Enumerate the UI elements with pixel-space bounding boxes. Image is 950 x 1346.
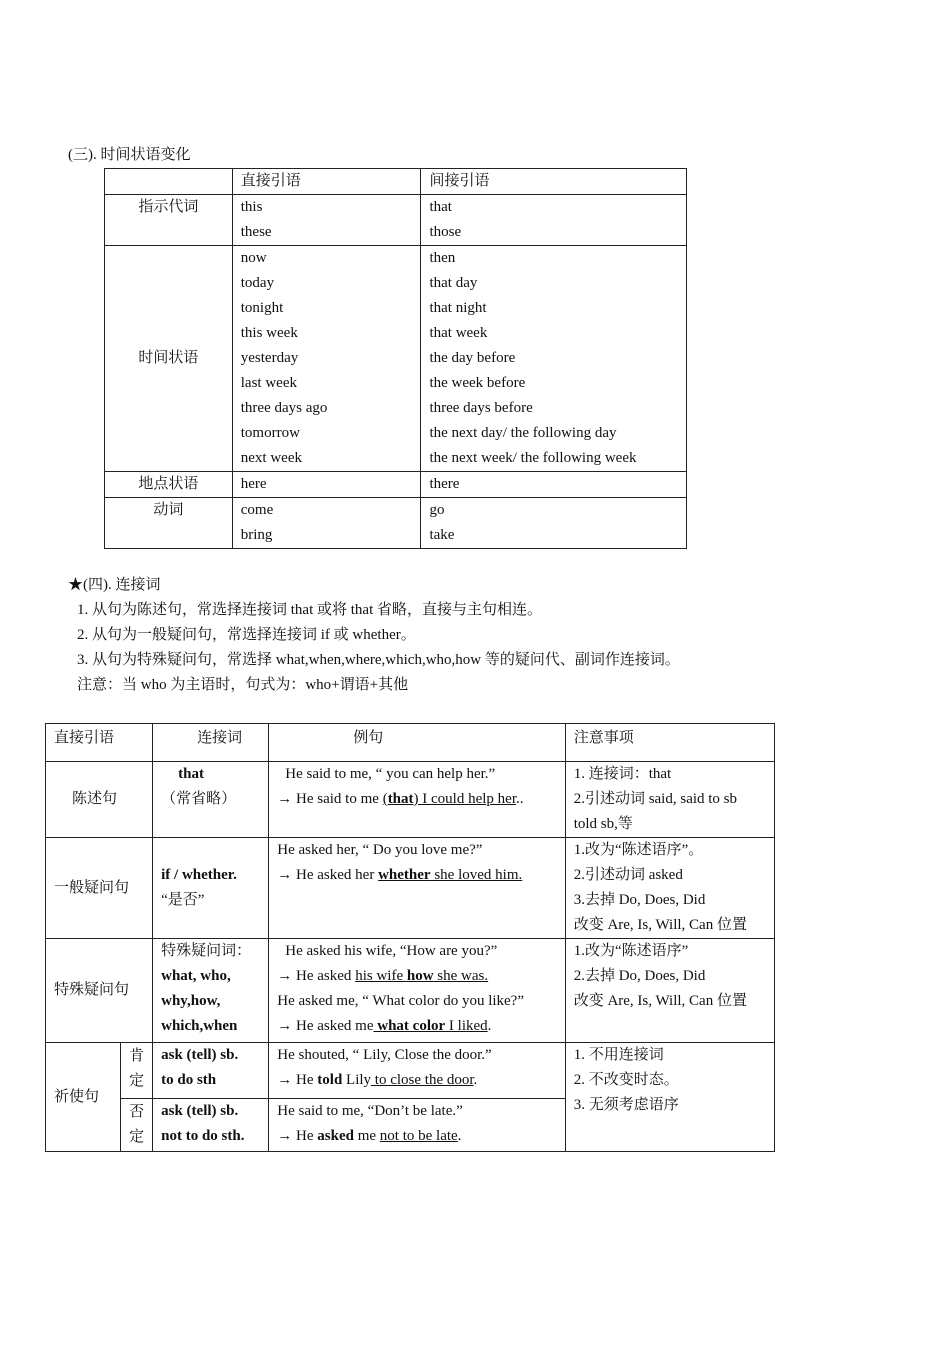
text-span: → He asked me xyxy=(277,1018,374,1034)
note-line: 改变 Are, Is, Will, Can 位置 xyxy=(573,993,747,1009)
indirect-cell xyxy=(421,195,687,246)
header-cell-empty xyxy=(105,169,233,195)
conj-cell xyxy=(153,939,269,1043)
example-cell xyxy=(269,939,565,1043)
indirect-item: then xyxy=(429,250,456,266)
direct-item: come xyxy=(240,502,274,518)
text-span: → He xyxy=(277,1128,318,1144)
indirect-item: take xyxy=(429,527,455,543)
table-row xyxy=(105,195,687,246)
direct-item: here xyxy=(240,476,267,492)
text-span: .. xyxy=(516,791,524,807)
notes-cell xyxy=(565,838,774,939)
text-span: . xyxy=(457,1128,462,1144)
notes-cell xyxy=(565,762,774,838)
note-line: 2. 不改变时态。 xyxy=(573,1072,679,1088)
section4-point: 1. 从句为陈述句，常选择连接词 that 或将 that 省略，直接与主句相连。 xyxy=(77,602,542,618)
table-row-statement xyxy=(46,762,775,838)
conj-meaning: “是否” xyxy=(161,892,205,908)
example-line: He asked me, “ What color do you like?” xyxy=(277,993,524,1009)
note-line: 3.去掉 Do, Does, Did xyxy=(573,892,706,908)
indirect-item: there xyxy=(429,476,460,492)
conjunction-table xyxy=(45,723,775,1152)
example-line xyxy=(277,1124,556,1149)
note-line: 3. 无须考虑语序 xyxy=(573,1097,679,1113)
header-notes: 注意事项 xyxy=(565,724,774,762)
direct-item: bring xyxy=(240,527,273,543)
header-direct: 直接引语 xyxy=(232,169,421,195)
text-span: ( xyxy=(382,791,388,807)
example-line xyxy=(277,863,556,888)
note-line: 1.改为“陈述语序” xyxy=(573,943,689,959)
note-line: told sb,等 xyxy=(573,816,633,832)
direct-cell xyxy=(232,472,421,498)
table-row-imperative-positive xyxy=(46,1043,775,1099)
conj-cell xyxy=(153,838,269,939)
text-span: . xyxy=(473,1072,478,1088)
example-line: He asked her, “ Do you love me?” xyxy=(277,842,483,858)
header-indirect: 间接引语 xyxy=(421,169,687,195)
indirect-item: go xyxy=(429,502,445,518)
indirect-cell xyxy=(421,498,687,549)
direct-cell xyxy=(232,498,421,549)
text-span: → He asked xyxy=(277,968,356,984)
direct-item: last week xyxy=(240,375,297,391)
text-span: I liked xyxy=(445,1018,488,1034)
notes-cell xyxy=(565,939,774,1043)
conj-word: not to do sth. xyxy=(161,1128,245,1144)
example-line xyxy=(277,1014,556,1039)
label-char: 肯 xyxy=(129,1048,145,1064)
category-cell: 时间状语 xyxy=(105,246,233,472)
table-row-special xyxy=(46,939,775,1043)
indirect-cell xyxy=(421,472,687,498)
bold-told: told xyxy=(317,1072,343,1088)
example-line xyxy=(277,964,556,989)
header-example: 例句 xyxy=(269,724,565,762)
table-header-row xyxy=(105,169,687,195)
text-span: his wife xyxy=(355,968,407,984)
text-span: Lily xyxy=(342,1072,372,1088)
header-direct-speech: 直接引语 xyxy=(46,724,153,762)
conj-word: ask (tell) sb. xyxy=(161,1103,239,1119)
indirect-item: that xyxy=(429,199,452,215)
bold-what-color: what color xyxy=(373,1018,446,1034)
negative-label-cell xyxy=(121,1099,153,1152)
label-char: 定 xyxy=(129,1129,145,1145)
type-cell: 陈述句 xyxy=(46,762,153,838)
conj-word: that xyxy=(178,766,204,782)
note-line: 改变 Are, Is, Will, Can 位置 xyxy=(573,917,747,933)
text-span: → He xyxy=(277,1072,318,1088)
table-row xyxy=(105,246,687,472)
conj-word: ask (tell) sb. xyxy=(161,1047,239,1063)
example-cell xyxy=(269,1099,565,1152)
direct-item: this xyxy=(240,199,263,215)
underlined-clause: to close the door xyxy=(371,1072,474,1088)
text-span: → He asked her xyxy=(277,867,379,883)
direct-item: tonight xyxy=(240,300,284,316)
category-cell: 动词 xyxy=(105,498,233,549)
note-line: 1. 连接词：that xyxy=(573,766,672,782)
underlined-clause xyxy=(374,1018,488,1034)
indirect-item: the next day/ the following day xyxy=(429,425,617,441)
header-conjunction: 连接词 xyxy=(153,724,269,762)
conj-cell xyxy=(153,762,269,838)
example-line: He said to me, “Don’t be late.” xyxy=(277,1103,463,1119)
example-cell xyxy=(269,1043,565,1099)
direct-item: tomorrow xyxy=(240,425,300,441)
notes-cell xyxy=(565,1043,774,1152)
example-cell xyxy=(269,838,565,939)
text-span: she loved him. xyxy=(430,867,523,883)
bold-asked: asked xyxy=(317,1128,354,1144)
conj-word: if / whether. xyxy=(161,867,237,883)
bold-that: that xyxy=(387,791,414,807)
indirect-item: the day before xyxy=(429,350,516,366)
table-row-general xyxy=(46,838,775,939)
example-line: He said to me, “ you can help her.” xyxy=(285,766,496,782)
direct-item: three days ago xyxy=(240,400,328,416)
section4-point: 2. 从句为一般疑问句，常选择连接词 if 或 whether。 xyxy=(77,627,416,643)
bold-whether: whether xyxy=(378,867,431,883)
label-char: 否 xyxy=(129,1104,145,1120)
section4-title: ★(四). 连接词 xyxy=(68,577,161,593)
text-span: . xyxy=(487,1018,492,1034)
type-cell: 一般疑问句 xyxy=(46,838,153,939)
category-cell: 地点状语 xyxy=(105,472,233,498)
category-cell: 指示代词 xyxy=(105,195,233,246)
direct-item: yesterday xyxy=(240,350,299,366)
example-line xyxy=(277,787,556,812)
direct-cell xyxy=(232,246,421,472)
text-span: me xyxy=(353,1128,380,1144)
note-line: 1. 不用连接词 xyxy=(573,1047,664,1063)
indirect-cell xyxy=(421,246,687,472)
table-row xyxy=(105,472,687,498)
section4-point: 3. 从句为特殊疑问句，常选择 what,when,where,which,who,how 等的疑问代、副词作连接词。 xyxy=(77,652,680,668)
bold-how: how xyxy=(406,968,434,984)
example-line: He shouted, “ Lily, Close the door.” xyxy=(277,1047,492,1063)
type-cell: 祈使句 xyxy=(46,1043,121,1152)
example-line xyxy=(277,1068,556,1093)
example-line: He asked his wife, “How are you?” xyxy=(285,943,498,959)
underlined-clause: not to be late xyxy=(379,1128,458,1144)
direct-item: next week xyxy=(240,450,302,466)
table-header-row xyxy=(46,724,775,762)
positive-label-cell xyxy=(121,1043,153,1099)
indirect-item: that day xyxy=(429,275,478,291)
table-row xyxy=(105,498,687,549)
indirect-item: that week xyxy=(429,325,488,341)
text-span: → He said to me xyxy=(277,791,383,807)
section3-title: (三). 时间状语变化 xyxy=(68,147,191,163)
section4-note: 注意：当 who 为主语时，句式为：who+谓语+其他 xyxy=(77,677,409,693)
conj-title: 特殊疑问词： xyxy=(161,943,252,959)
underlined-clause xyxy=(355,968,488,984)
note-line: 2.引述动词 said, said to sb xyxy=(573,791,738,807)
note-line: 2.去掉 Do, Does, Did xyxy=(573,968,706,984)
direct-item: now xyxy=(240,250,267,266)
conj-word: which,when xyxy=(161,1018,238,1034)
note-line: 1.改为“陈述语序”。 xyxy=(573,842,704,858)
label-char: 定 xyxy=(129,1073,145,1089)
conj-word: why,how, xyxy=(161,993,221,1009)
underlined-clause xyxy=(378,867,522,883)
time-adverbial-table xyxy=(104,168,687,549)
conj-word: to do sth xyxy=(161,1072,217,1088)
indirect-item: three days before xyxy=(429,400,533,416)
conj-cell xyxy=(153,1099,269,1152)
indirect-item: that night xyxy=(429,300,487,316)
direct-item: these xyxy=(240,224,272,240)
text-span: she was. xyxy=(433,968,489,984)
underlined-clause xyxy=(383,791,516,807)
indirect-item: the next week/ the following week xyxy=(429,450,637,466)
indirect-item: the week before xyxy=(429,375,526,391)
indirect-item: those xyxy=(429,224,462,240)
direct-item: today xyxy=(240,275,275,291)
conj-note: （常省略） xyxy=(161,791,237,807)
direct-cell xyxy=(232,195,421,246)
text-span: ) I could help her xyxy=(413,791,516,807)
note-line: 2.引述动词 asked xyxy=(573,867,683,883)
conj-cell xyxy=(153,1043,269,1099)
direct-item: this week xyxy=(240,325,298,341)
example-cell xyxy=(269,762,565,838)
conj-word: what, who, xyxy=(161,968,231,984)
type-cell: 特殊疑问句 xyxy=(46,939,153,1043)
